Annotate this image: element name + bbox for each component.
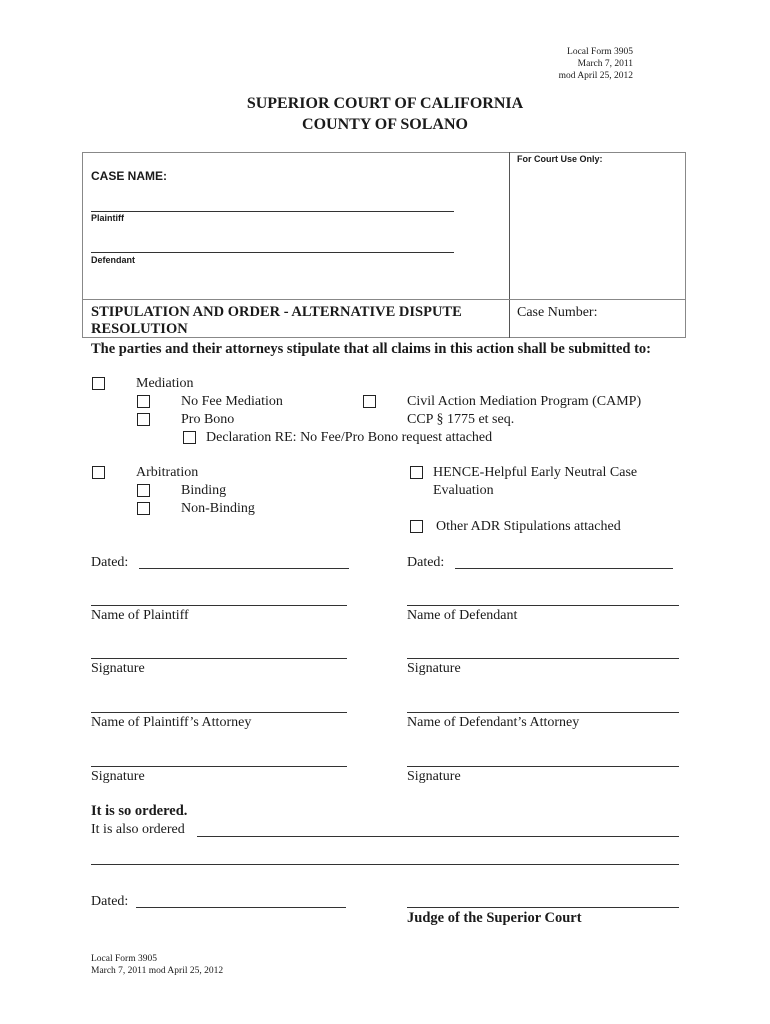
county-name: COUNTY OF SOLANO xyxy=(302,116,468,133)
declaration-checkbox[interactable] xyxy=(183,431,196,444)
hence-label-line1: HENCE-Helpful Early Neutral Case xyxy=(433,465,638,480)
court-name: SUPERIOR COURT OF CALIFORNIA xyxy=(246,95,524,112)
defendant-attorney-name-line[interactable] xyxy=(407,712,679,713)
dated-left-line[interactable] xyxy=(139,568,349,569)
plaintiff-signature-line[interactable] xyxy=(91,658,347,659)
defendant-attorney-label: Name of Defendant’s Attorney xyxy=(407,715,580,730)
arbitration-label: Arbitration xyxy=(136,465,199,480)
non-binding-label: Non-Binding xyxy=(181,501,255,516)
no-fee-mediation-label: No Fee Mediation xyxy=(181,394,283,409)
defendant-signature-label: Signature xyxy=(407,661,461,676)
dated-right-line[interactable] xyxy=(455,568,673,569)
hence-label-line2: Evaluation xyxy=(433,483,494,498)
camp-label: Civil Action Mediation Program (CAMP) xyxy=(407,394,642,409)
camp-checkbox[interactable] xyxy=(363,395,376,408)
form-number: Local Form 3905 xyxy=(567,47,633,57)
defendant-name-line[interactable] xyxy=(407,605,679,606)
defendant-attorney-signature-label: Signature xyxy=(407,769,461,784)
hence-checkbox[interactable] xyxy=(410,466,423,479)
judge-label: Judge of the Superior Court xyxy=(407,910,582,926)
plaintiff-signature-label: Signature xyxy=(91,661,145,676)
caption-title-divider xyxy=(82,299,686,300)
name-of-plaintiff-label: Name of Plaintiff xyxy=(91,608,189,623)
pro-bono-checkbox[interactable] xyxy=(137,413,150,426)
defendant-signature-line[interactable] xyxy=(407,658,679,659)
document-title-line1: STIPULATION AND ORDER - ALTERNATIVE DISPUTE xyxy=(91,304,462,320)
order-continuation-line[interactable] xyxy=(91,864,679,865)
plaintiff-attorney-label: Name of Plaintiff’s Attorney xyxy=(91,715,252,730)
arbitration-checkbox[interactable] xyxy=(92,466,105,479)
stipulation-statement: The parties and their attorneys stipulate that all claims in this action shall be submitted to: xyxy=(91,341,652,357)
dated-right-label: Dated: xyxy=(407,555,445,570)
plaintiff-attorney-name-line[interactable] xyxy=(91,712,347,713)
dated-left-label: Dated: xyxy=(91,555,129,570)
case-name-label: CASE NAME: xyxy=(91,169,168,183)
declaration-label: Declaration RE: No Fee/Pro Bono request attached xyxy=(206,430,493,445)
other-adr-label: Other ADR Stipulations attached xyxy=(436,519,621,534)
name-of-defendant-label: Name of Defendant xyxy=(407,608,518,623)
order-dated-label: Dated: xyxy=(91,894,129,909)
order-dated-line[interactable] xyxy=(136,907,346,908)
defendant-attorney-signature-line[interactable] xyxy=(407,766,679,767)
no-fee-mediation-checkbox[interactable] xyxy=(137,395,150,408)
caption-divider xyxy=(509,152,510,338)
plaintiff-attorney-signature-label: Signature xyxy=(91,769,145,784)
form-header-block xyxy=(480,46,633,82)
footer-form-number: Local Form 3905 xyxy=(91,954,157,964)
binding-label: Binding xyxy=(181,483,227,498)
plaintiff-line[interactable] xyxy=(91,211,454,212)
so-ordered-label: It is so ordered. xyxy=(91,803,188,819)
pro-bono-label: Pro Bono xyxy=(181,412,235,427)
document-title-line2: RESOLUTION xyxy=(91,321,188,337)
footer-dates: March 7, 2011 mod April 25, 2012 xyxy=(91,966,224,976)
mediation-label: Mediation xyxy=(136,376,194,391)
other-adr-checkbox[interactable] xyxy=(410,520,423,533)
footer-block xyxy=(91,953,223,977)
plaintiff-name-line[interactable] xyxy=(91,605,347,606)
case-number-label: Case Number: xyxy=(517,305,598,320)
plaintiff-label: Plaintiff xyxy=(91,213,124,223)
defendant-line[interactable] xyxy=(91,252,454,253)
form-modified: mod April 25, 2012 xyxy=(558,71,633,81)
court-use-label: For Court Use Only: xyxy=(517,154,603,164)
camp-statute-label: CCP § 1775 et seq. xyxy=(407,412,515,427)
non-binding-checkbox[interactable] xyxy=(137,502,150,515)
defendant-label: Defendant xyxy=(91,255,136,265)
judge-signature-line[interactable] xyxy=(407,907,679,908)
mediation-checkbox[interactable] xyxy=(92,377,105,390)
form-date: March 7, 2011 xyxy=(577,59,633,69)
also-ordered-line[interactable] xyxy=(197,836,679,837)
binding-checkbox[interactable] xyxy=(137,484,150,497)
also-ordered-label: It is also ordered xyxy=(91,822,185,837)
plaintiff-attorney-signature-line[interactable] xyxy=(91,766,347,767)
